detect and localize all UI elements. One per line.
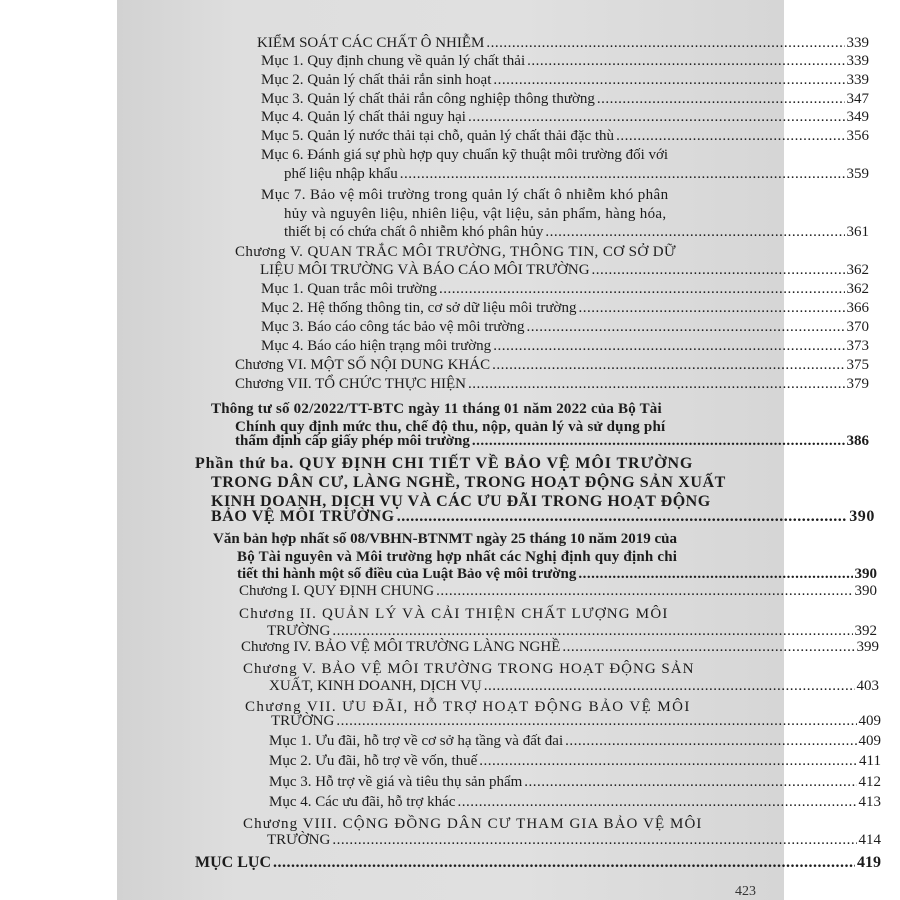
dot-leader (397, 508, 847, 526)
toc-entry (211, 508, 875, 526)
dot-leader (493, 71, 844, 89)
page-number: 423 (735, 884, 756, 899)
toc-entry-page: 362 (846, 281, 869, 297)
toc-entry-page: 339 (846, 53, 869, 69)
dot-leader (578, 565, 852, 583)
toc-entry-page: 356 (846, 128, 869, 144)
toc-entry-line: Chính quy định mức thu, chế độ thu, nộp, quản lý và sử dụng phí (235, 419, 666, 435)
toc-entry-page: 349 (846, 109, 869, 125)
dot-leader (527, 52, 844, 70)
toc-entry (269, 752, 881, 770)
toc-entry (235, 356, 869, 374)
toc-entry-title: BẢO VỆ MÔI TRƯỜNG (211, 508, 395, 525)
toc-entry (284, 223, 869, 241)
toc-entry-page: 366 (846, 300, 869, 316)
dot-leader (486, 34, 844, 52)
toc-entry-title: phế liệu nhập khẩu (284, 166, 398, 182)
dot-leader (439, 280, 844, 298)
dot-leader (332, 831, 856, 849)
toc-entry-page: 362 (846, 262, 869, 278)
toc-entry-line: Mục 7. Bảo vệ môi trường trong quản lý chất ô nhiễm khó phân (261, 187, 669, 203)
toc-entry-title: Mục 2. Hệ thống thông tin, cơ sở dữ liệu môi trường (261, 300, 577, 316)
toc-entry-title: thiết bị có chứa chất ô nhiễm khó phân hủy (284, 224, 544, 240)
dot-leader (527, 318, 845, 336)
toc-entry-line: Thông tư số 02/2022/TT-BTC ngày 11 tháng 01 năm 2022 của Bộ Tài (211, 401, 662, 417)
dot-leader (457, 793, 856, 811)
toc-entry-line: Chương V. BẢO VỆ MÔI TRƯỜNG TRONG HOẠT ĐỘNG SẢN (243, 661, 695, 677)
dot-leader (484, 677, 855, 695)
dot-leader (578, 299, 844, 317)
dot-leader (468, 375, 844, 393)
toc-entry (260, 261, 869, 279)
dot-leader (545, 223, 844, 241)
toc-entry (241, 638, 879, 656)
toc-entry-title: Chương VI. MỘT SỐ NỘI DUNG KHÁC (235, 357, 491, 373)
toc-entry (269, 677, 879, 695)
toc-entry-page: 359 (846, 166, 869, 182)
toc-entry (267, 831, 881, 849)
toc-entry-line: Văn bản hợp nhất số 08/VBHN-BTNMT ngày 25 tháng 10 năm 2019 của (213, 531, 677, 547)
toc-entry-line: Chương VIII. CỘNG ĐỒNG DÂN CƯ THAM GIA BẢO VỆ MÔI (243, 816, 703, 832)
toc-entry-title: Chương VII. TỔ CHỨC THỰC HIỆN (235, 376, 467, 392)
dot-leader (400, 165, 845, 183)
toc-entry-title: Mục 2. Quản lý chất thải rắn sinh hoạt (261, 72, 492, 88)
toc-entry-line: Mục 6. Đánh giá sự phù hợp quy chuẩn kỹ thuật môi trường đối với (261, 147, 669, 163)
dot-leader (436, 582, 852, 600)
toc-entry-page: 390 (854, 583, 877, 599)
toc-entry-title: Mục 1. Quy định chung về quản lý chất thải (261, 53, 526, 69)
toc-entry (261, 52, 869, 70)
toc-entry-title: TRƯỜNG (267, 832, 331, 848)
toc-entry-title: Mục 4. Báo cáo hiện trạng môi trường (261, 338, 492, 354)
dot-leader (616, 127, 844, 145)
toc-entry-page: 379 (846, 376, 869, 392)
book-page (117, 0, 881, 900)
toc-entry-title: XUẤT, KINH DOANH, DỊCH VỤ (269, 678, 482, 694)
toc-entry-page: 411 (859, 753, 881, 769)
part-heading-line: Phần thứ ba. QUY ĐỊNH CHI TIẾT VỀ BẢO VỆ MÔI TRƯỜNG (195, 455, 694, 472)
toc-entry-line: Chương V. QUAN TRẮC MÔI TRƯỜNG, THÔNG TIN, CƠ SỞ DỮ (235, 244, 677, 260)
dot-leader (562, 638, 854, 656)
toc-entry-page: 399 (856, 639, 879, 655)
dot-leader (479, 752, 857, 770)
toc-entry-title: MỤC LỤC (195, 854, 271, 871)
part-heading-line: TRONG DÂN CƯ, LÀNG NGHỀ, TRONG HOẠT ĐỘNG SẢN XUẤT (211, 474, 726, 491)
toc-entry-page: 361 (846, 224, 869, 240)
toc-entry-title: Mục 5. Quản lý nước thải tại chỗ, quản lý chất thải đặc thù (261, 128, 615, 144)
toc-entry (239, 582, 877, 600)
dot-leader (565, 732, 856, 750)
toc-entry-title: thẩm định cấp giấy phép môi trường (235, 433, 470, 449)
dot-leader (472, 432, 845, 450)
toc-entry-line: hủy và nguyên liệu, nhiên liệu, vật liệu, sản phẩm, hàng hóa, (284, 206, 667, 222)
toc-entry-title: Mục 3. Báo cáo công tác bảo vệ môi trường (261, 319, 525, 335)
toc-entry (261, 337, 869, 355)
toc-entry-title: Mục 3. Hỗ trợ về giá và tiêu thụ sản phẩm (269, 774, 523, 790)
toc-entry-page: 375 (846, 357, 869, 373)
toc-entry-page: 392 (854, 623, 877, 639)
toc-entry (257, 34, 869, 52)
toc-entry-title: Mục 4. Các ưu đãi, hỗ trợ khác (269, 794, 456, 810)
toc-entry-page: 412 (858, 774, 881, 790)
toc-entry (261, 280, 869, 298)
toc-entry-page: 339 (846, 72, 869, 88)
toc-entry-page: 386 (846, 433, 869, 449)
toc-entry-title: TRƯỜNG (271, 713, 335, 729)
toc-entry (261, 90, 869, 108)
dot-leader (597, 90, 845, 108)
toc-entry-page: 414 (858, 832, 881, 848)
toc-entry (269, 773, 881, 791)
toc-entry (237, 565, 877, 583)
toc-entry (261, 299, 869, 317)
toc-entry-page: 370 (846, 319, 869, 335)
toc-entry-title: Mục 4. Quản lý chất thải nguy hại (261, 109, 466, 125)
toc-entry-page: 413 (858, 794, 881, 810)
toc-entry-title: Mục 1. Quan trắc môi trường (261, 281, 438, 297)
toc-entry-page: 347 (846, 91, 869, 107)
toc-entry (261, 71, 869, 89)
toc-entry-page: 409 (858, 733, 881, 749)
toc-entry-line: Chương II. QUẢN LÝ VÀ CẢI THIỆN CHẤT LƯỢNG MÔI (239, 606, 669, 622)
dot-leader (336, 712, 856, 730)
toc-entry-title: Chương IV. BẢO VỆ MÔI TRƯỜNG LÀNG NGHỀ (241, 639, 561, 655)
toc-entry-title: TRƯỜNG (267, 623, 331, 639)
toc-entry (269, 793, 881, 811)
toc-entry-page: 390 (854, 566, 877, 582)
dot-leader (492, 356, 844, 374)
dot-leader (468, 108, 845, 126)
toc-entry-line: Chương VII. ƯU ĐÃI, HỖ TRỢ HOẠT ĐỘNG BẢO VỆ MÔI (245, 699, 691, 715)
toc-entry (261, 318, 869, 336)
toc-entry-title: Mục 1. Ưu đãi, hỗ trợ về cơ sở hạ tầng và đất đai (269, 733, 564, 749)
toc-entry-title: tiết thi hành một số điều của Luật Bảo vệ môi trường (237, 566, 577, 582)
toc-entry-page: 403 (856, 678, 879, 694)
toc-entry-page: 339 (846, 35, 869, 51)
toc-entry-page: 419 (857, 854, 881, 871)
toc-entry (195, 854, 881, 872)
dot-leader (493, 337, 844, 355)
toc-entry-page: 409 (858, 713, 881, 729)
toc-entry-title: KIỂM SOÁT CÁC CHẤT Ô NHIỄM (257, 35, 485, 51)
toc-entry-line: Bộ Tài nguyên và Môi trường hợp nhất các Nghị định quy định chi (237, 549, 678, 565)
toc-entry-title: Chương I. QUY ĐỊNH CHUNG (239, 583, 435, 599)
part-heading-line: KINH DOANH, DỊCH VỤ VÀ CÁC ƯU ĐÃI TRONG HOẠT ĐỘNG (211, 493, 711, 510)
toc-entry (261, 108, 869, 126)
toc-entry (235, 375, 869, 393)
toc-entry-page: 373 (846, 338, 869, 354)
toc-entry (271, 712, 881, 730)
toc-entry-title: Mục 2. Ưu đãi, hỗ trợ về vốn, thuế (269, 753, 478, 769)
toc-entry-title: LIỆU MÔI TRƯỜNG VÀ BÁO CÁO MÔI TRƯỜNG (260, 262, 590, 278)
toc-entry-title: Mục 3. Quản lý chất thải rắn công nghiệp thông thường (261, 91, 595, 107)
dot-leader (273, 854, 855, 872)
toc-entry (284, 165, 869, 183)
toc-entry (261, 127, 869, 145)
toc-entry (235, 432, 869, 450)
dot-leader (524, 773, 856, 791)
toc-entry (269, 732, 881, 750)
toc-entry-page: 390 (849, 508, 875, 525)
dot-leader (592, 261, 845, 279)
